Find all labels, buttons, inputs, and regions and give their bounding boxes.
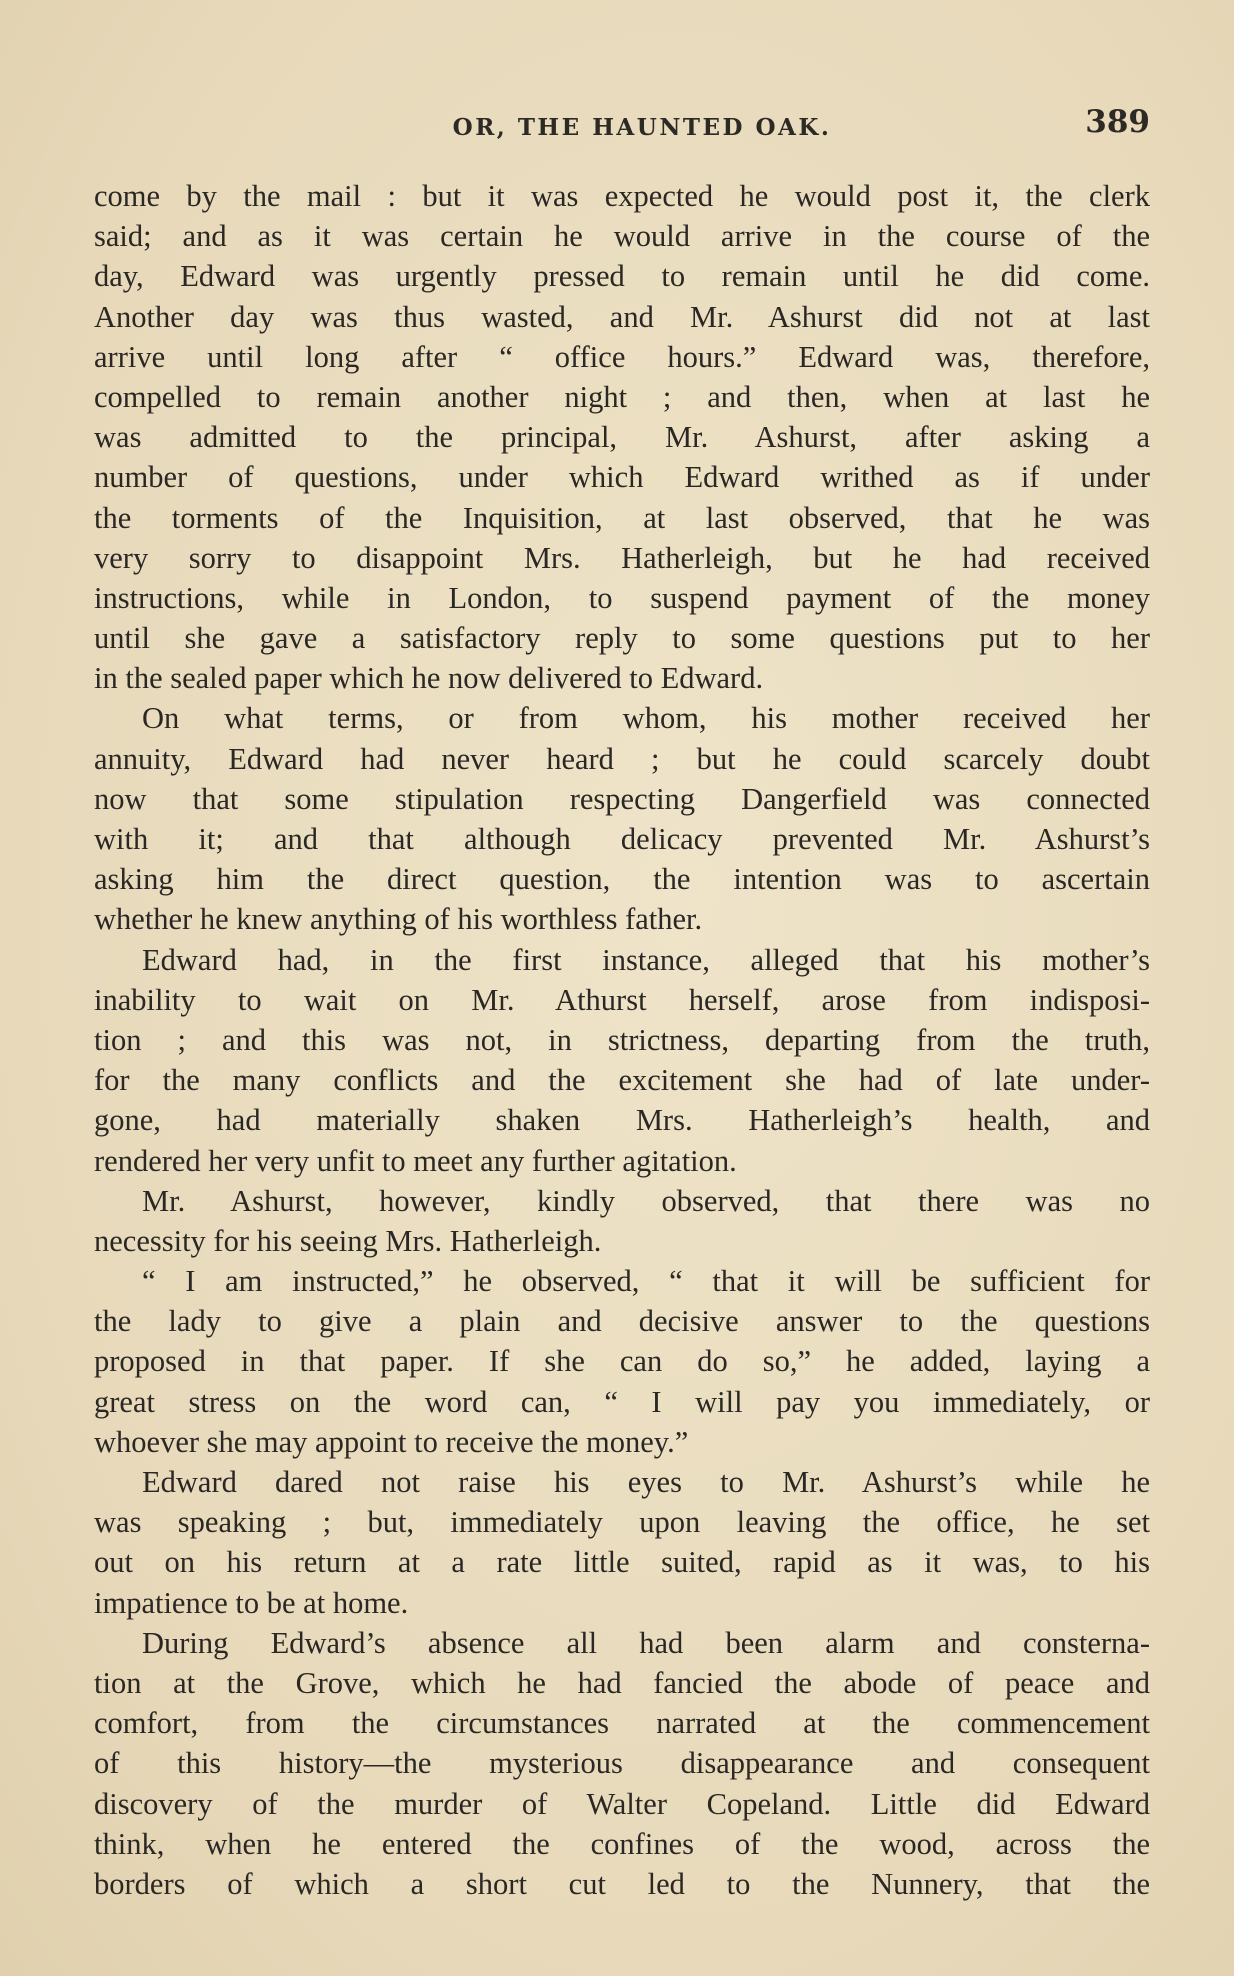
- text-line: borders of which a short cut led to the Nunnery, that the: [94, 1866, 1150, 1901]
- text-line: whoever she may appoint to receive the money.”: [94, 1424, 689, 1459]
- text-line: Edward had, in the first instance, alleged that his mother’s: [142, 942, 1150, 977]
- text-line: out on his return at a rate little suited, rapid as it was, to his: [94, 1545, 1150, 1580]
- text-line: discovery of the murder of Walter Copeland. Little did Edward: [94, 1786, 1150, 1821]
- text-line: instructions, while in London, to suspend payment of the money: [94, 580, 1150, 615]
- text-line: tion at the Grove, which he had fancied the abode of peace and: [94, 1665, 1150, 1700]
- text-line: necessity for his seeing Mrs. Hatherleigh.: [94, 1223, 602, 1258]
- text-line: now that some stipulation respecting Dangerfield was connected: [94, 781, 1150, 816]
- text-line: impatience to be at home.: [94, 1585, 409, 1620]
- text-line: inability to wait on Mr. Athurst herself, arose from indisposi-: [94, 982, 1150, 1017]
- text-line: compelled to remain another night ; and then, when at last he: [94, 379, 1150, 414]
- text-line: with it; and that although delicacy prevented Mr. Ashurst’s: [94, 822, 1150, 856]
- text-line: asking him the direct question, the intention was to ascertain: [94, 862, 1150, 897]
- text-line: the lady to give a plain and decisive answer to the questions: [94, 1304, 1150, 1339]
- text-line: great stress on the word can, “ I will pay you immediately, or: [94, 1384, 1150, 1419]
- text-line: comfort, from the circumstances narrated at the commencement: [94, 1706, 1150, 1741]
- text-line: During Edward’s absence all had been alarm and consterna-: [142, 1625, 1150, 1660]
- text-line: arrive until long after “ office hours.” Edward was, therefore,: [94, 339, 1150, 374]
- text-line: tion ; and this was not, in strictness, departing from the truth,: [94, 1022, 1150, 1057]
- text-line: whether he knew anything of his worthless father.: [94, 902, 703, 937]
- text-line: the torments of the Inquisition, at last observed, that he was: [94, 500, 1150, 535]
- text-line: was speaking ; but, immediately upon leaving the office, he set: [94, 1505, 1150, 1540]
- text-line: was admitted to the principal, Mr. Ashurst, after asking a: [94, 420, 1150, 455]
- running-head: OR, THE HAUNTED OAK.: [452, 114, 832, 141]
- text-line: “ I am instructed,” he observed, “ that it will be sufficient for: [142, 1264, 1150, 1299]
- page-header: [94, 104, 1150, 148]
- text-line: Another day was thus wasted, and Mr. Ashurst did not at last: [94, 299, 1150, 334]
- text-line: day, Edward was urgently pressed to remain until he did come.: [94, 259, 1150, 294]
- text-line: On what terms, or from whom, his mother received her: [142, 701, 1150, 736]
- text-line: number of questions, under which Edward writhed as if under: [94, 460, 1150, 495]
- text-line: gone, had materially shaken Mrs. Hatherleigh’s health, and: [94, 1103, 1150, 1138]
- text-line: of this history—the mysterious disappearance and consequent: [94, 1746, 1150, 1781]
- text-line: Mr. Ashurst, however, kindly observed, that there was no: [142, 1183, 1150, 1218]
- text-line: very sorry to disappoint Mrs. Hatherleigh, but he had received: [94, 540, 1150, 575]
- text-line: Edward dared not raise his eyes to Mr. Ashurst’s while he: [142, 1465, 1150, 1499]
- text-line: proposed in that paper. If she can do so,” he added, laying a: [94, 1344, 1150, 1379]
- text-line: annuity, Edward had never heard ; but he could scarcely doubt: [94, 741, 1150, 776]
- page-number: 389: [1085, 104, 1150, 140]
- body-text: [94, 176, 1150, 1904]
- text-line: in the sealed paper which he now delivered to Edward.: [94, 661, 764, 696]
- text-line: for the many conflicts and the excitement she had of late under-: [94, 1063, 1150, 1098]
- text-line: until she gave a satisfactory reply to some questions put to her: [94, 621, 1150, 656]
- text-line: rendered her very unfit to meet any further agitation.: [94, 1143, 737, 1178]
- text-line: think, when he entered the confines of the wood, across the: [94, 1826, 1150, 1861]
- text-line: come by the mail : but it was expected he would post it, the clerk: [94, 179, 1150, 213]
- text-line: said; and as it was certain he would arrive in the course of the: [94, 219, 1150, 254]
